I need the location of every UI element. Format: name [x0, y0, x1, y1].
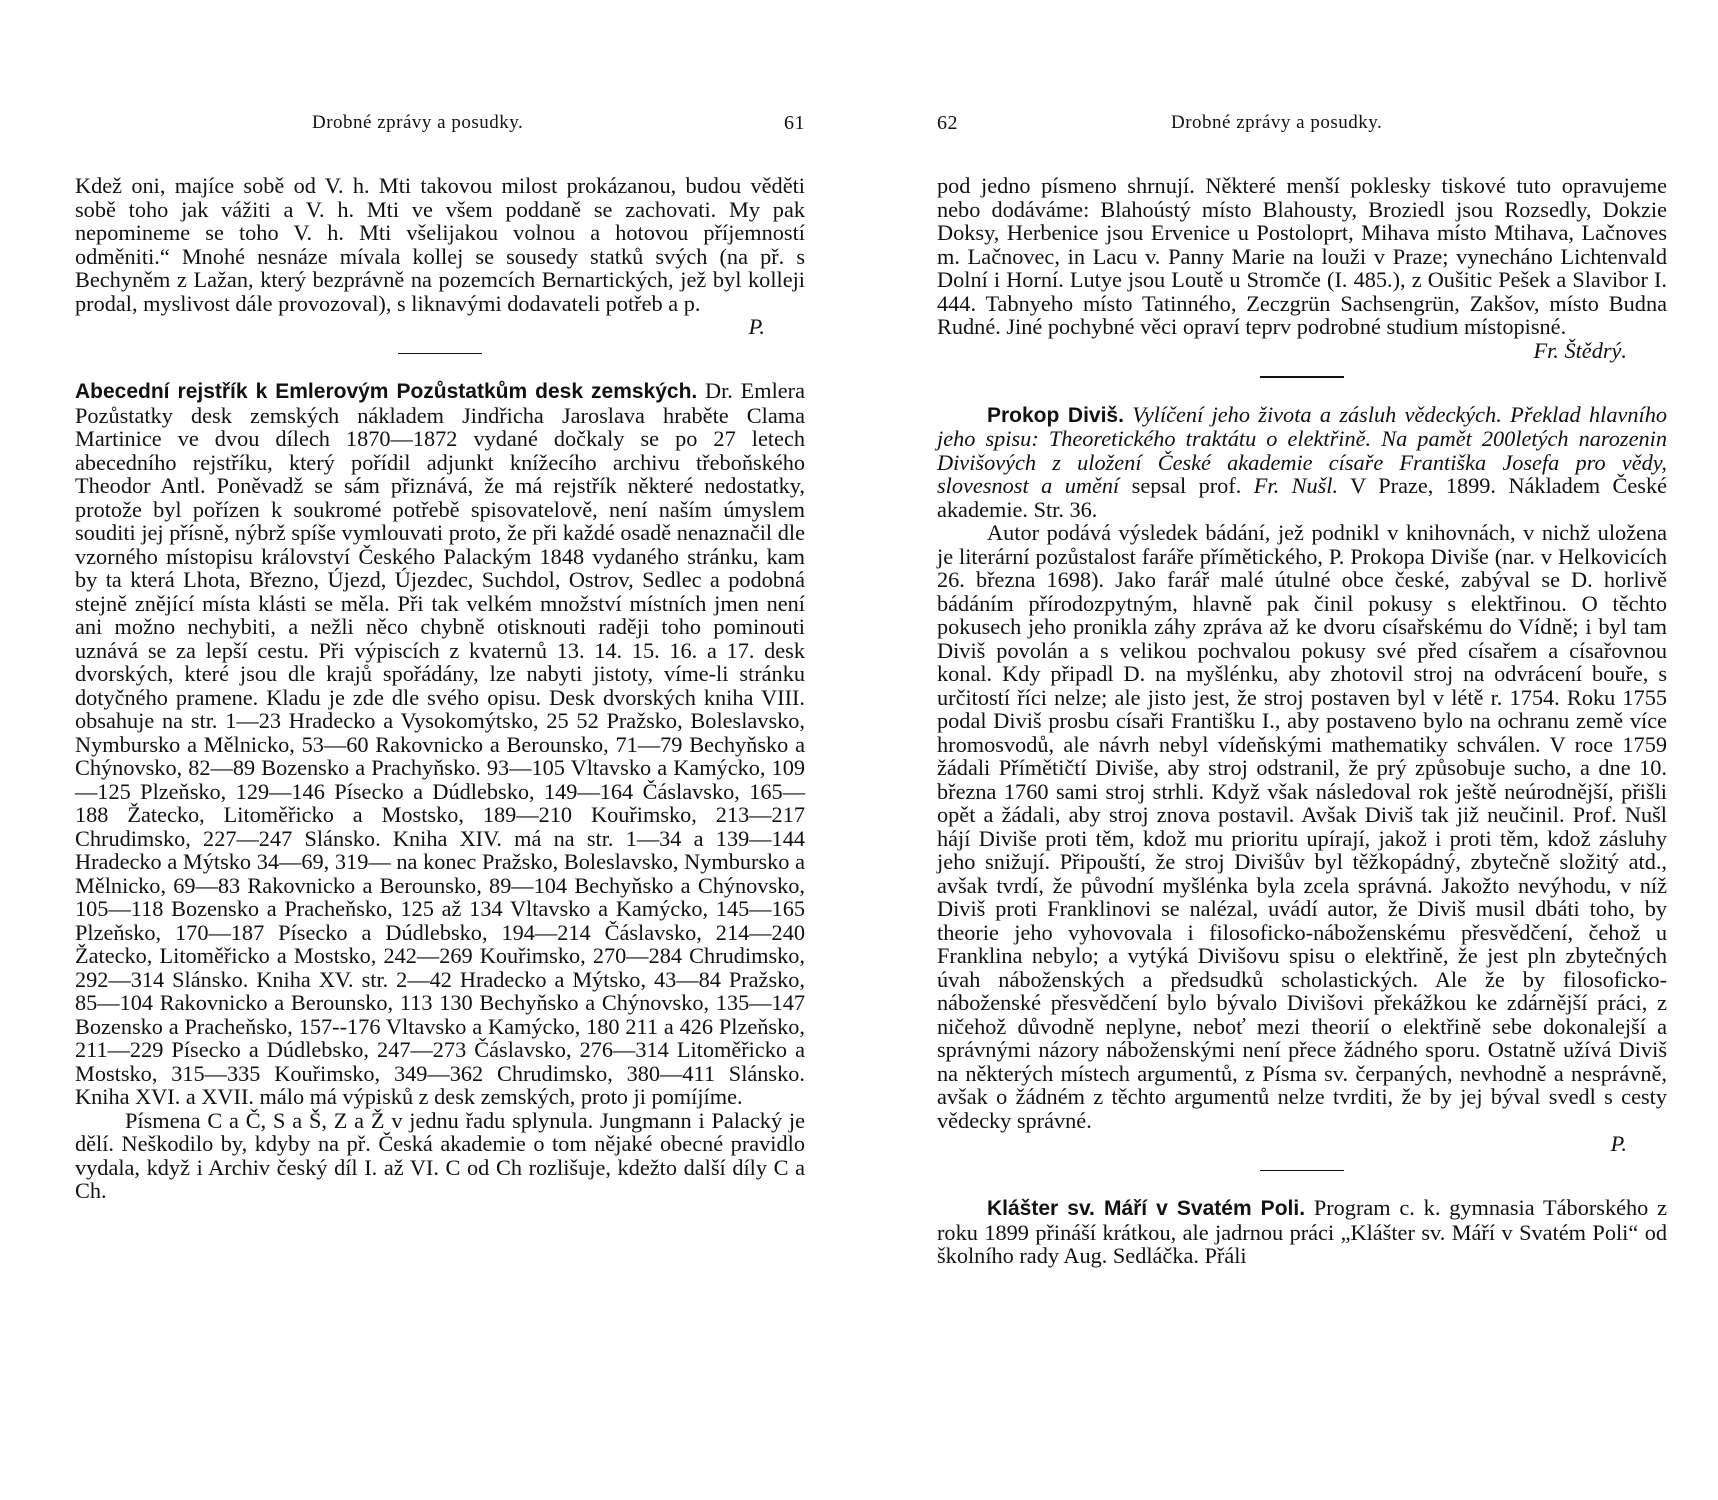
- left-page-text: [75, 174, 805, 1203]
- right-page-text: [937, 174, 1667, 1268]
- signature: Fr. Štědrý.: [1533, 337, 1627, 363]
- article-title: Klášter sv. Máří v Svatém Poli.: [987, 1197, 1306, 1220]
- running-head-title: Drobné zprávy a posudky.: [1171, 112, 1383, 133]
- page-number: 61: [784, 112, 805, 134]
- section-divider: [1260, 1170, 1344, 1172]
- signature: P.: [1610, 1131, 1627, 1156]
- article-body: Autor podává výsledek bádání, jež podnikl v knihovnách, v nichž uložena je literární pozůstalost faráře přímětického, P. Prokopa Diviše (nar. v Helkovicích 26. března 1698). Jako farář malé útulné obce české, zabýval se D. horlivě bádáním přírodozpytným, hlavně pak činil pokusy s elektřinou. O těchto pokusech jeho pronikla záhy zpráva až ke dvoru císařskému do Vídně; i byl tam Diviš povolán a s velikou pochvalou pokusy své před císařem a císařovnou konal. Kdy připadl D. na myšlénku, aby zhotovil stroj na odvrácení bouře, s určitostí říci nelze; ale jisto jest, že stroj postaven byl v létě r. 1754. Roku 1755 podal Diviš prosbu císaři Františku I., aby postaveno bylo na ochranu země více hromosvodů, ale návrh nebyl vídeňskými mathematiky schválen. V roce 1759 žádali Přímětičtí Diviše, aby stroj odstranil, že prý způsobuje sucho, a dne 10. března 1760 sami stroj strhli. Když však následoval rok ještě neúrodnější, přišli opět a žádali, aby stroj znova postavil. Avšak Diviš tak již neučinil. Prof. Nušl hájí Diviše proti těm, kdož mu prioritu upírají, jakož i proti těm, kdož zásluhy jeho snižují. Připouští, že stroj Divišův byl těžkopádný, zbytečně složitý atd., avšak tvrdí, že původní myšlénka byla zcela správná. Jakožto nevýhodu, v níž Diviš proti Franklinovi se nalézal, uvádí autor, že Diviš musil dbáti toho, by theorie jeho vyhovovala i filosoficko-náboženskému přesvědčení, čehož u Franklina nebylo; a vytýká Divišovu spisu o elektřině, že jest pln zbytečných úvah náboženských a předsudků scholastických. Ale že by filosoficko-náboženské přesvědčení bylo bývalo Divišovi překážkou ke zdárnější práci, z ničehož důvodně neplyne, neboť mezi theorií o elektřině sebe dokonalejší a správnými názory náboženskými není přece žádného sporu. Ostatně užívá Diviš na některých místech argumentů, z Písma sv. čerpaných, nevhodně a nesprávně, avšak o žádném z těchto argumentů nelze tvrditi, že by jej býval svedl s cesty vědecky správné.: [937, 520, 1667, 1133]
- paragraph: pod jedno písmeno shrnují. Některé menší poklesky tiskové tuto opravujeme nebo dodáváme: Blahoústý místo Blahousty, Broziedl jsou Rozsedly, Dokzie Doksy, Herbenice jsou Ervenice u Postoloprt, Mihava místo Mtihava, Lačnoves m. Lačnovec, in Lacu v. Panny Marie na louži v Praze; vynecháno Lichtenvald Dolní i Horní. Lutye jsou Loutě u Stromče (I. 485.), z Oušitic Pešek a Slavibor I. 444. Tabnyeho místo Tatinného, Zeczgrün Sachsengrün, Zakšov, místo Budna Rudné. Jiné pochybné věci opraví teprv podrobné studium místopisné.: [937, 173, 1667, 339]
- signature: P.: [748, 314, 765, 339]
- right-page: [937, 112, 1667, 1268]
- section-divider: [398, 353, 482, 355]
- left-page: [75, 112, 805, 1203]
- running-head-title: Drobné zprávy a posudky.: [312, 112, 524, 133]
- paragraph: Kdež oni, majíce sobě od V. h. Mti takovou milost prokázanou, budou věděti sobě toho jak vážiti a V. h. Mti ve všem poddaně se zachovati. My pak nepomineme se toho V. h. Mti všelijakou volnou a hotovou příjemností odměniti.“ Mnohé nesnáze mívala kollej se sousedy statků svých (na př. s Bechyněm z Lažan, který bezprávně na pozemcích Bernartických, jež byl kolleji prodal, myslivost dále provozoval), s liknavými dodavateli potřeb a p.: [75, 173, 805, 316]
- publication-info: V Praze, 1899. Nákladem České akademie. Str. 36.: [937, 473, 1668, 522]
- article-prokop-divis-header: [937, 403, 1667, 522]
- author-text: sepsal prof.: [1119, 473, 1254, 498]
- paragraph: Písmena C a Č, S a Š, Z a Ž v jednu řadu splynula. Jungmann i Palacký je dělí. Neškodilo by, kdyby na př. Česká akademie o tom nějaké obecné pravidlo vydala, když i Archiv český díl I. až VI. C od Ch rozlišuje, kdežto další díly C a Ch.: [75, 1107, 805, 1203]
- page-number: 62: [937, 112, 958, 134]
- article-body: Program c. k. gymnasia Táborského z roku 1899 přináší krátkou, ale jadrnou práci „Klášter sv. Máří v Svatém Poli“ od školního rady Aug. Sedláčka. Přáli: [937, 1195, 1667, 1268]
- article-body: Dr. Emlera Pozůstatky desk zemských nákladem Jindřicha Jaroslava hraběte Clama Martinice ve dvou dílech 1870—1872 vydané dočkaly se po 27 letech abecedního rejstříku, který pořídil adjunkt knížecího archivu třeboňského Theodor Antl. Poněvadž se sám přiznává, že má rejstřík některé nedostatky, protože byl pořízen k soukromé potřebě spisovatelově, není naším úmyslem souditi jej přísně, nýbrž spíše vymlouvati proto, že při každé osadě nenaznačil dle vzorného místopisu království Českého Palackým 1848 vydaného stránku, kam by ta která Lhota, Březno, Újezd, Újezdec, Suchdol, Ostrov, Sedlec a podobná stejně znějící místa klásti se měla. Při tak velkém množství místních jmen není ani možno nechybiti, a nežli něco chybně otisknouti raději toho pominouti uznává se za lepší cestu. Při výpiscích z kvaternů 13. 14. 15. 16. a 17. desk dvorských, které jsou dle krajů spořádány, lze nabyti jistoty, víme-li stránku dotyčného pramene. Kladu je zde dle svého opisu. Desk dvorských kniha VIII. obsahuje na str. 1—23 Hradecko a Vysokomýtsko, 25 52 Pražsko, Boleslavsko, Nymbursko a Mělnicko, 53—60 Rakovnicko a Berounsko, 71—79 Bechyňsko a Chýnovsko, 82—89 Bozensko a Prachyňsko. 93—105 Vltavsko a Kamýcko, 109—125 Plzeňsko, 129—146 Písecko a Dúdlebsko, 149—164 Čáslavsko, 165—188 Žatecko, Litoměřicko a Mostsko, 189—210 Kouřimsko, 213—217 Chrudimsko, 227—247 Slánsko. Kniha XIV. má na str. 1—34 a 139—144 Hradecko a Mýtsko 34—69, 319— na konec Pražsko, Boleslavsko, Nymbursko a Mělnicko, 69—83 Rakovnicko a Berounsko, 89—104 Bechyňsko a Chýnovsko, 105—118 Bozensko a Pracheňsko, 125 až 134 Vltavsko a Kamýcko, 145—165 Plzeňsko, 170—187 Písecko a Dúdlebsko, 194—214 Čáslavsko, 214—240 Žatecko, Litoměřicko a Mostsko, 242—269 Kouřimsko, 270—284 Chrudimsko, 292—314 Slánsko. Kniha XV. str. 2—42 Hradecko a Mýtsko, 43—84 Pražsko, 85—104 Rakovnicko a Berounsko, 113 130 Bechyňsko a Chýnovsko, 135—147 Bozensko a Pracheňsko, 157--176 Vltavsko a Kamýcko, 180 211 a 426 Plzeňsko, 211—229 Písecko a Dúdlebsko, 247—273 Čáslavsko, 276—314 Litoměřicko a Mostsko, 315—335 Kouřimsko, 349—362 Chrudimsko, 380—411 Slánsko. Kniha XVI. a XVII. málo má výpisků z desk zemských, proto ji pomíjíme.: [75, 378, 806, 1109]
- section-divider: [1260, 376, 1344, 378]
- article-title: Abecední rejstřík k Emlerovým Pozůstatkům desk zemských.: [75, 380, 698, 403]
- article-title: Prokop Diviš.: [987, 403, 1124, 427]
- article-abecedni-rejstrik: [75, 379, 805, 1109]
- running-head-right: [937, 112, 1667, 142]
- article-klaster: [937, 1196, 1667, 1268]
- book-title: Vylíčení jeho života a zásluh vědeckých. Překlad hlavního jeho spisu: Theoretického traktátu o elektřině. Na pamět 200letých narozenin Divišových z uložení České akademie císaře Františka Josefa pro vědy, slovesnost a umění: [937, 401, 1668, 498]
- author-name: Fr. Nušl.: [1253, 473, 1339, 498]
- running-head-left: [75, 112, 805, 142]
